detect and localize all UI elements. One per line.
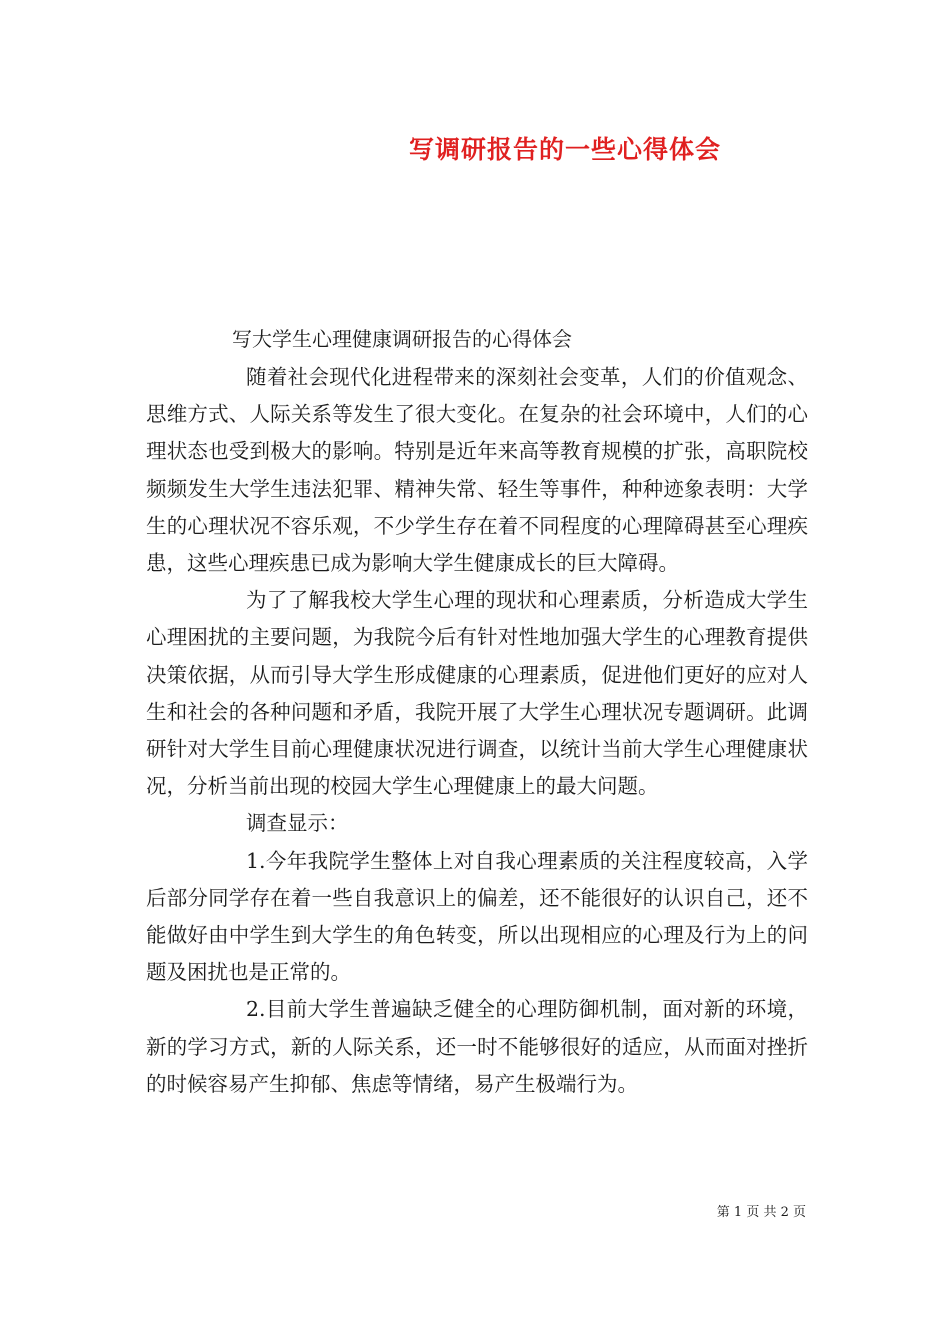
page-footer: 第 1 页 共 2 页 [716, 1205, 806, 1220]
document-body [146, 359, 808, 1103]
body-paragraph: 2.目前大学生普遍缺乏健全的心理防御机制，面对新的环境，新的学习方式，新的人际关系，还一时不能够很好的适应，从而面对挫折的时候容易产生抑郁、焦虑等情绪，易产生极端行为。 [146, 997, 808, 1096]
body-paragraph: 随着社会现代化进程带来的深刻社会变革，人们的价值观念、思维方式、人际关系等发生了很大变化。在复杂的社会环境中，人们的心理状态也受到极大的影响。特别是近年来高等教育规模的扩张，高职院校频频发生大学生违法犯罪、精神失常、轻生等事件，种种迹象表明：大学生的心理状况不容乐观，不少学生存在着不同程度的心理障碍甚至心理疾患，这些心理疾患已成为影响大学生健康成长的巨大障碍。 [146, 365, 808, 576]
body-paragraph: 调查显示： [246, 811, 349, 836]
document-title: 写调研报告的一些心得体会 [408, 135, 721, 164]
document-subtitle: 写大学生心理健康调研报告的心得体会 [232, 327, 572, 351]
body-paragraph: 1.今年我院学生整体上对自我心理素质的关注程度较高，入学后部分同学存在着一些自我意识上的偏差，还不能很好的认识自己，还不能做好由中学生到大学生的角色转变，所以出现相应的心理及行为上的问题及困扰也是正常的。 [146, 848, 808, 985]
body-paragraph: 为了了解我校大学生心理的现状和心理素质，分析造成大学生心理困扰的主要问题，为我院今后有针对性地加强大学生的心理教育提供决策依据，从而引导大学生形成健康的心理素质，促进他们更好的应对人生和社会的各种问题和矛盾，我院开展了大学生心理状况专题调研。此调研针对大学生目前心理健康状况进行调查，以统计当前大学生心理健康状况，分析当前出现的校园大学生心理健康上的最大问题。 [146, 588, 808, 799]
